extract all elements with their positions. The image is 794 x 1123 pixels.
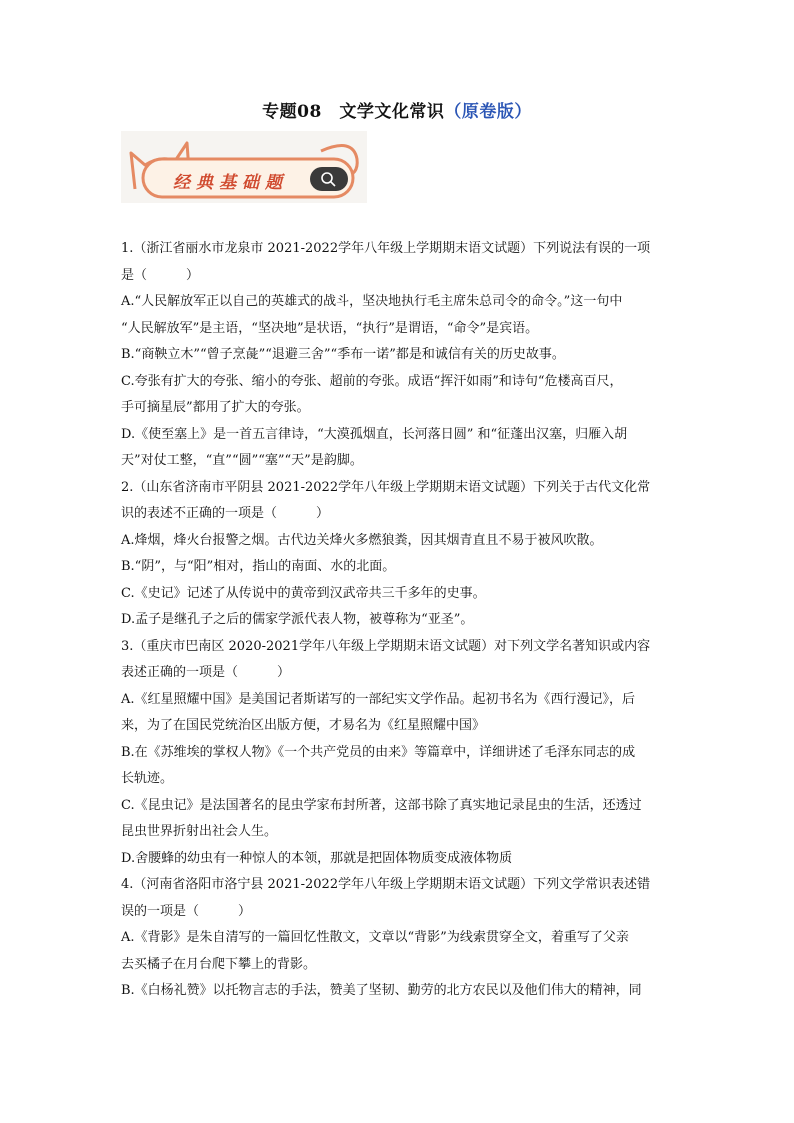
text-line: 是（ ）	[121, 267, 200, 283]
text-line: 4.（河南省洛阳市洛宁县 2021-2022学年八年级上学期期末语文试题）下列文学常识表述错	[121, 877, 651, 892]
text-line: 手可摘星辰”都用了扩大的夸张。	[121, 400, 310, 415]
text-line: D.《使至塞上》是一首五言律诗，“大漠孤烟直，长河落日圆” 和“征蓬出汉塞，归雁入胡	[121, 426, 628, 442]
text-line: A.《背影》是朱自清写的一篇回忆性散文，文章以“背影”为线索贯穿全文，着重写了父亲	[121, 930, 629, 945]
text-line: 来，为了在国民党统治区出版方便，才易名为《红星照耀中国》	[121, 718, 486, 733]
text-line: 识的表述不正确的一项是（ ）	[121, 506, 330, 521]
text-line: 去买橘子在月台爬下攀上的背影。	[121, 956, 317, 972]
text-line: C.《史记》记述了从传说中的黄帝到汉武帝共三千多年的史事。	[121, 585, 486, 601]
text-line: D.孟子是继孔子之后的儒家学派代表人物，被尊称为“亚圣”。	[121, 612, 474, 627]
text-line: 表述正确的一项是（ ）	[121, 665, 291, 680]
text-line: 1.（浙江省丽水市龙泉市 2021-2022学年八年级上学期期末语文试题）下列说法有误的一项	[121, 241, 651, 256]
text-line: 误的一项是（ ）	[121, 903, 252, 919]
text-line: 长轨迹。	[121, 771, 174, 786]
text-line: B.“阴”，与“阳”相对，指山的南面、水的北面。	[121, 559, 396, 574]
question-body	[121, 236, 676, 1005]
text-line: 3.（重庆市巴南区 2020-2021学年八年级上学期期末语文试题）对下列文学名著知识或内容	[121, 638, 651, 654]
text-line: B.《白杨礼赞》以托物言志的手法，赞美了坚韧、勤劳的北方农民以及他们伟大的精神，同	[121, 983, 642, 998]
text-line: C.夸张有扩大的夸张、缩小的夸张、超前的夸张。成语“挥汗如雨”和诗句“危楼高百尺，	[121, 373, 623, 389]
text-line: B.在《苏维埃的掌权人物》《一个共产党员的由来》等篇章中，详细讲述了毛泽东同志的成	[121, 744, 636, 760]
text-line: 昆虫世界折射出社会人生。	[121, 824, 278, 839]
text-line: “人民解放军”是主语，“坚决地”是状语，“执行”是谓语，“命令”是宾语。	[121, 320, 539, 336]
title-sub: （原卷版）	[444, 102, 532, 122]
text-line: A.“人民解放军正以自己的英雄式的战斗，坚决地执行毛主席朱总司令的命令。”这一句中	[121, 294, 623, 309]
text-line: 2.（山东省济南市平阴县 2021-2022学年八年级上学期期末语文试题）下列关于古代文化常	[121, 479, 651, 495]
banner-label: 经典基础题	[173, 173, 288, 193]
title-main: 专题08 文学文化常识	[262, 102, 445, 122]
text-line: B.“商鞅立木”“曾子烹彘”“退避三舍”“季布一诺”都是和诚信有关的历史故事。	[121, 347, 565, 362]
text-line: A.烽烟，烽火台报警之烟。古代边关烽火多燃狼粪，因其烟青直且不易于被风吹散。	[121, 532, 603, 548]
text-line: C.《昆虫记》是法国著名的昆虫学家布封所著，这部书除了真实地记录昆虫的生活，还透过	[121, 797, 642, 813]
page-title	[0, 97, 794, 122]
text-line: D.舍腰蜂的幼虫有一种惊人的本领，那就是把固体物质变成液体物质	[121, 850, 513, 866]
text-line: 天”对仗工整，“直”“圆”“塞”“天”是韵脚。	[121, 453, 363, 468]
text-line: A.《红星照耀中国》是美国记者斯诺写的一部纪实文学作品。起初书名为《西行漫记》，后	[121, 691, 636, 707]
